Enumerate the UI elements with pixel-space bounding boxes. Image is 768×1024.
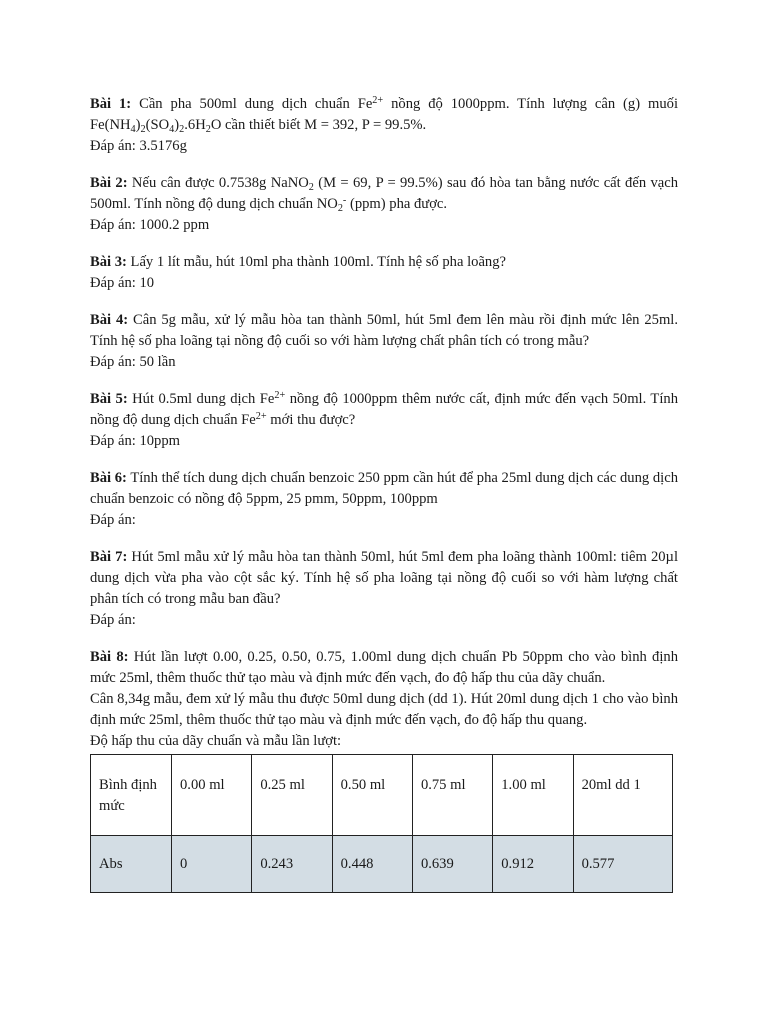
problem-label: Bài 1: (90, 96, 132, 112)
answer: Đáp án: (90, 512, 136, 528)
problem-text: Bài 3: Lấy 1 lít mẫu, hút 10ml pha thành 100ml. Tính hệ số pha loãng? (90, 254, 507, 270)
problem-label: Bài 6: (90, 470, 127, 486)
problem-text: Bài 2: Nếu cân được 0.7538g NaNO$_2$ (M = 69, P = 99.5%) sau đó hòa tan bằng nước cất đến vạch 500ml. Tính nồng độ dung dịch chuẩn $NO_2^-$ (ppm) pha được. (90, 175, 679, 214)
problem-text: Bài 6: Tính thể tích dung dịch chuẩn benzoic 250 ppm cần hút để pha 25ml dung dịch các dung dịch chuẩn benzoic có nồng độ 5ppm, 25 pmm, 50ppm, 100ppm (90, 470, 678, 507)
problem-label: Bài 2: (90, 175, 128, 191)
table-row (91, 836, 673, 893)
problem-text: Bài 5: Hút 0.5ml dung dịch $Fe^{2+}$ nồng độ 1000ppm thêm nước cất, định mức đến vạch 50ml. Tính nồng độ dung dịch chuẩn $Fe^{2+}$ mới thu được? (90, 389, 678, 428)
table-cell: 0.639 (412, 836, 492, 893)
table-header-cell: 1.00 ml (493, 755, 573, 836)
problem-6 (90, 468, 678, 531)
problem-8 (90, 647, 678, 752)
table-header-cell: 0.50 ml (332, 755, 412, 836)
table-cell: 0 (172, 836, 252, 893)
answer: Đáp án: 10 (90, 275, 155, 291)
table-caption: Độ hấp thu của dãy chuẩn và mẫu lần lượt: (90, 733, 342, 749)
problem-label: Bài 8: (90, 649, 129, 665)
problem-4 (90, 310, 678, 373)
table-header-cell: Bình định mức (91, 755, 172, 836)
table-cell: 0.448 (332, 836, 412, 893)
problem-text-continued: Cân 8,34g mẫu, đem xử lý mẫu thu được 50ml dung dịch (dd 1). Hút 20ml dung dịch 1 cho vào bình định mức 25ml, thêm thuốc thử tạo màu và định mức đến vạch, đo độ hấp thu quang. (90, 691, 678, 728)
table-header-cell: 0.75 ml (412, 755, 492, 836)
problem-label: Bài 4: (90, 312, 129, 328)
problem-label: Bài 3: (90, 254, 127, 270)
table-cell: 0.577 (573, 836, 672, 893)
problem-3 (90, 252, 678, 294)
answer: Đáp án: 1000.2 ppm (90, 217, 210, 233)
answer: Đáp án: 50 lần (90, 354, 176, 370)
problem-text: Bài 4: Cân 5g mẫu, xử lý mẫu hòa tan thành 50ml, hút 5ml đem lên màu rồi định mức lên 25ml. Tính hệ số pha loãng tại nồng độ cuối so với hàm lượng chất phân tích có trong mẫu? (90, 312, 678, 349)
table-cell: 0.243 (252, 836, 332, 893)
table-header-cell: 0.00 ml (172, 755, 252, 836)
problem-1 (90, 94, 678, 157)
table-header-cell: 0.25 ml (252, 755, 332, 836)
table-header-cell: 20ml dd 1 (573, 755, 672, 836)
problem-text: Bài 1: Cần pha 500ml dung dịch chuẩn $Fe^{2+}$ nồng độ 1000ppm. Tính lượng cân (g) muối $Fe(NH_4)_2(SO_4)_2.6H_2O$ cần thiết biết M = 392, P = 99.5%. (90, 94, 678, 135)
table-header-row (91, 755, 673, 836)
problem-label: Bài 7: (90, 549, 128, 565)
answer: Đáp án: 10ppm (90, 433, 180, 449)
table-cell: 0.912 (493, 836, 573, 893)
problem-2 (90, 173, 678, 236)
problem-7 (90, 547, 678, 631)
answer: Đáp án: 3.5176g (90, 138, 187, 154)
problem-5 (90, 389, 678, 452)
problem-label: Bài 5: (90, 391, 128, 407)
answer: Đáp án: (90, 612, 136, 628)
problem-text: Bài 8: Hút lần lượt 0.00, 0.25, 0.50, 0.75, 1.00ml dung dịch chuẩn Pb 50ppm cho vào bình định mức 25ml, thêm thuốc thử tạo màu và định mức đến vạch, đo độ hấp thu của dãy chuẩn. (90, 649, 679, 686)
problem-text: Bài 7: Hút 5ml mẫu xử lý mẫu hòa tan thành 50ml, hút 5ml đem pha loãng thành 100ml: tiêm 20µl dung dịch vừa pha vào cột sắc ký. Tính hệ số pha loãng tại nồng độ cuối so với hàm lượng chất phân tích có trong mẫu ban đầu? (90, 549, 679, 607)
absorbance-table (90, 754, 673, 893)
table-cell: Abs (91, 836, 172, 893)
